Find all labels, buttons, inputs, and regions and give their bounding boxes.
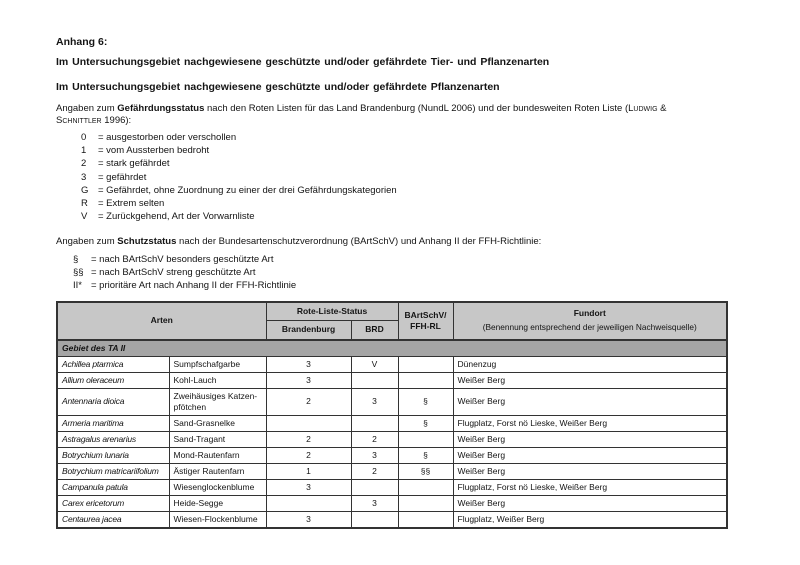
species-german-name: Heide-Segge [169,495,266,511]
legend-item [81,171,750,184]
status-brd-value: 3 [351,447,398,463]
status-brandenburg-value: 3 [266,372,351,388]
status-brandenburg-value [266,415,351,431]
species-table-body [57,340,727,528]
species-german-name: Mond-Rautenfarn [169,447,266,463]
status-intro-amp: & [657,103,667,114]
fundort-sublabel: (Benennung entsprechend der jeweiligen Nachweisquelle) [482,322,697,333]
fundort-value: Weißer Berg [453,388,727,415]
status-brandenburg-value: 2 [266,388,351,415]
status-brd-value: 3 [351,495,398,511]
legend-symbol: 2 [81,158,87,170]
schutz-legend [73,253,750,293]
species-german-name: Ästiger Rautenfarn [169,463,266,479]
legend-symbol: R [81,198,88,210]
species-german-name: Wiesenglockenblume [169,479,266,495]
status-brd-value [351,479,398,495]
status-brd-value [351,511,398,528]
species-latin-name: Botrychium matricariifolium [57,463,169,479]
species-latin-name: Astragalus arenarius [57,431,169,447]
table-row [57,415,727,431]
legend-symbol: §§ [73,267,84,279]
legend-definition: = vom Aussterben bedroht [98,145,210,157]
status-legend [81,131,750,223]
species-latin-name: Antennaria dioica [57,388,169,415]
legend-symbol: 0 [81,132,87,143]
anhang-label: Anhang 6: [56,36,108,48]
species-german-name: Sumpfschafgarbe [169,356,266,372]
ffh-rl-label: FFH-RL [410,320,441,331]
plants-section-title: Im Untersuchungsgebiet nachgewiesene geschützte und/oder gefährdete Pflanzenarten [56,81,500,93]
document-title: Im Untersuchungsgebiet nachgewiesene geschützte und/oder gefährdete Tier- und Pflanzenarten [56,56,550,68]
status-brandenburg-value: 2 [266,447,351,463]
fundort-value: Dünenzug [453,356,727,372]
legend-item [81,210,750,223]
fundort-value: Flugplatz, Weißer Berg [453,511,727,528]
status-brandenburg-value: 3 [266,479,351,495]
status-brd-value [351,415,398,431]
legend-definition: = nach BArtSchV besonders geschützte Art [91,253,274,265]
column-header-fundort [453,302,727,340]
legend-symbol: 1 [81,145,87,157]
column-header-rote-liste-status: Rote-Liste-Status [266,302,398,321]
table-row [57,356,727,372]
species-german-name: Kohl-Lauch [169,372,266,388]
legend-item [81,197,750,210]
status-brd-value: 3 [351,388,398,415]
table-row [57,495,727,511]
legend-symbol: II* [73,280,82,292]
species-german-name: Zweihäusiges Katzen-pfötchen [169,388,266,415]
status-intro-keyword: Gefährdungsstatus [117,103,205,114]
species-table [56,301,728,529]
legend-item [81,184,750,197]
column-header-arten: Arten [57,302,266,340]
legend-item [81,157,750,170]
legend-symbol: G [81,184,89,196]
fundort-value: Weißer Berg [453,463,727,479]
table-section-row [57,340,727,357]
legend-definition: = Gefährdet, ohne Zuordnung zu einer der drei Gefährdungskategorien [98,184,397,196]
fundort-value: Weißer Berg [453,495,727,511]
table-row [57,479,727,495]
legend-item [73,266,750,279]
schutz-intro-text2: nach der Bundesartenschutzverordnung (BArtSchV) und Anhang II der FFH-Richtlinie: [176,236,542,248]
section-title: Gebiet des TA II [57,340,727,357]
species-latin-name: Achillea ptarmica [57,356,169,372]
author-name-ludwig: Ludwig [628,103,658,114]
table-row [57,463,727,479]
status-brandenburg-value: 3 [266,356,351,372]
legend-item [81,131,750,144]
schutz-status-value [398,479,453,495]
schutz-intro-keyword: Schutzstatus [117,236,177,248]
fundort-value: Weißer Berg [453,447,727,463]
schutz-status-value [398,356,453,372]
legend-definition: = gefährdet [98,171,147,183]
legend-definition: = Zurückgehend, Art der Vorwarnliste [98,211,255,223]
schutz-status-value: § [398,388,453,415]
status-brd-value: V [351,356,398,372]
column-header-brandenburg: Brandenburg [266,321,351,340]
status-brd-value [351,372,398,388]
species-latin-name: Campanula patula [57,479,169,495]
legend-definition: = ausgestorben oder verschollen [98,132,237,143]
table-row [57,511,727,528]
table-row [57,431,727,447]
fundort-value: Weißer Berg [453,431,727,447]
species-latin-name: Allium oleraceum [57,372,169,388]
legend-item [73,279,750,292]
legend-symbol: V [81,211,88,223]
schutz-status-value: §§ [398,463,453,479]
table-row [57,372,727,388]
bartschv-label: BArtSchV/ [404,309,447,320]
species-latin-name: Armeria maritima [57,415,169,431]
status-intro-text: Angaben zum [56,103,118,114]
species-latin-name: Botrychium lunaria [57,447,169,463]
legend-definition: = stark gefährdet [98,158,170,170]
legend-symbol: 3 [81,171,87,183]
table-row [57,447,727,463]
schutz-legend-intro [56,236,750,248]
schutz-status-value [398,372,453,388]
fundort-value: Flugplatz, Forst nö Lieske, Weißer Berg [453,415,727,431]
status-brandenburg-value: 2 [266,431,351,447]
legend-item [73,253,750,266]
table-row [57,388,727,415]
legend-item [81,144,750,157]
fundort-value: Weißer Berg [453,372,727,388]
fundort-label: Fundort [573,308,606,319]
species-latin-name: Carex ericetorum [57,495,169,511]
author-name-schnittler: Schnittler [56,114,102,126]
schutz-status-value [398,431,453,447]
column-header-brd: BRD [351,321,398,340]
species-german-name: Sand-Grasnelke [169,415,266,431]
species-table-header [57,302,727,340]
schutz-status-value: § [398,447,453,463]
status-brandenburg-value [266,495,351,511]
status-brandenburg-value: 1 [266,463,351,479]
species-german-name: Wiesen-Flockenblume [169,511,266,528]
species-german-name: Sand-Tragant [169,431,266,447]
status-intro-year: 1996): [101,114,132,126]
status-brd-value: 2 [351,463,398,479]
status-legend-intro [56,103,750,126]
species-latin-name: Centaurea jacea [57,511,169,528]
column-header-bartschv-ffh [398,302,453,340]
status-intro-text2: nach den Roten Listen für das Land Brandenburg (NundL 2006) und der bundesweiten Roten Liste ( [204,103,629,114]
legend-definition: = Extrem selten [98,198,165,210]
schutz-status-value [398,511,453,528]
legend-definition: = prioritäre Art nach Anhang II der FFH-Richtlinie [91,280,297,292]
status-brandenburg-value: 3 [266,511,351,528]
fundort-value: Flugplatz, Forst nö Lieske, Weißer Berg [453,479,727,495]
schutz-status-value: § [398,415,453,431]
schutz-intro-text: Angaben zum [56,236,118,248]
legend-symbol: § [73,253,79,265]
status-brd-value: 2 [351,431,398,447]
schutz-status-value [398,495,453,511]
legend-definition: = nach BArtSchV streng geschützte Art [91,267,256,279]
